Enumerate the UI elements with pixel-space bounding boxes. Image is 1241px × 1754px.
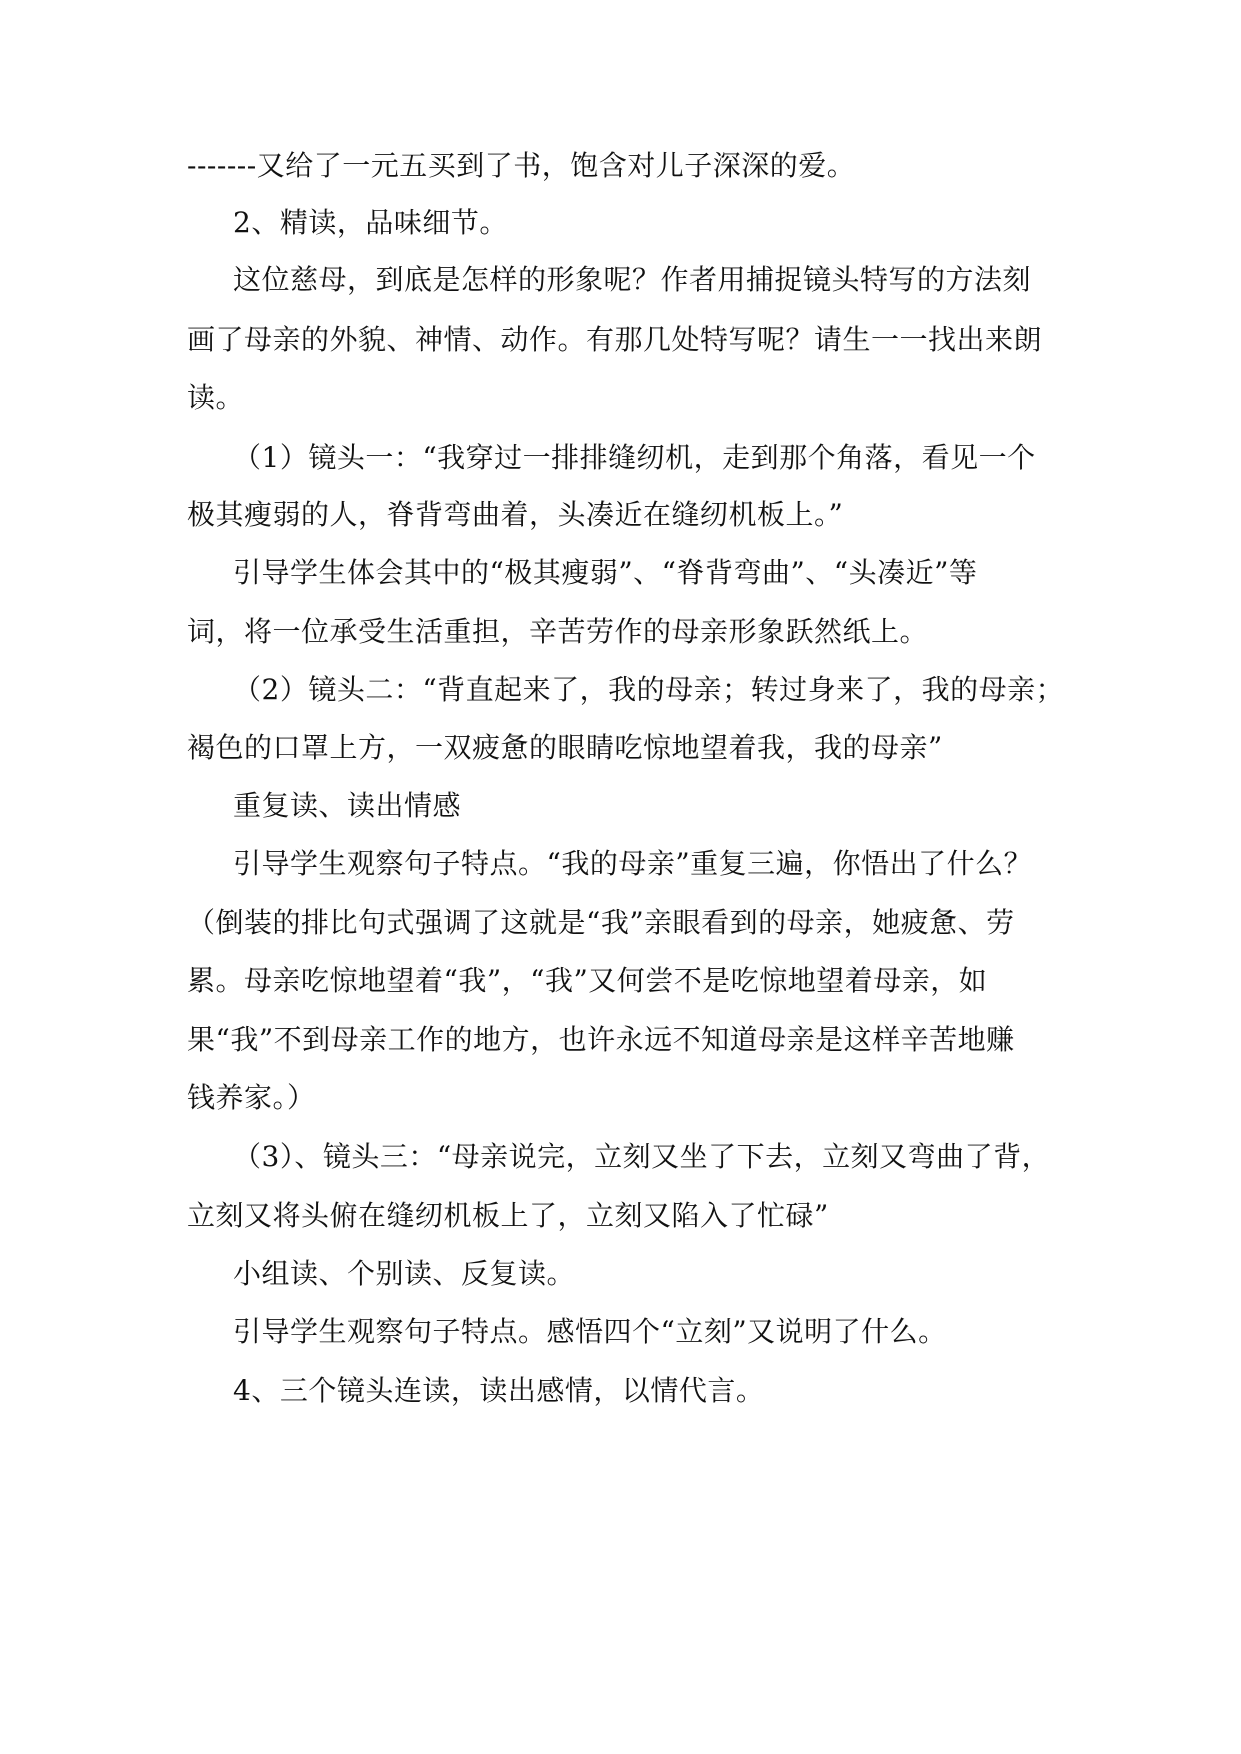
text-line: 引导学生观察句子特点。感悟四个“立刻”又说明了什么。 [233,1315,947,1348]
text-line: 画了母亲的外貌、神情、动作。有那几处特写呢？请生一一找出来朗 [187,323,1043,356]
text-line: 立刻又将头俯在缝纫机板上了，立刻又陷入了忙碌” [187,1199,829,1232]
text-line: （倒装的排比句式强调了这就是“我”亲眼看到的母亲，她疲惫、劳 [187,906,1015,939]
section-heading: 4、三个镜头连读，读出感情，以情代言。 [233,1374,765,1407]
text-line: 累。母亲吃惊地望着“我”，“我”又何尝不是吃惊地望着母亲，如 [187,964,988,997]
text-line: 引导学生体会其中的“极其瘦弱”、“脊背弯曲”、“头凑近”等 [233,556,978,589]
text-line: 这位慈母，到底是怎样的形象呢？作者用捕捉镜头特写的方法刻 [233,263,1032,296]
text-line: （1）镜头一：“我穿过一排排缝纫机，走到那个角落，看见一个 [233,441,1036,474]
text-line: 读。 [187,381,245,414]
section-heading: 2、精读，品味细节。 [233,206,508,239]
text-line: 引导学生观察句子特点。“我的母亲”重复三遍，你悟出了什么？ [233,847,1033,880]
text-line: 褐色的口罩上方，一双疲惫的眼睛吃惊地望着我，我的母亲” [187,731,943,764]
text-line: 钱养家。） [187,1081,316,1114]
text-line: （2）镜头二：“背直起来了，我的母亲；转过身来了，我的母亲； [233,673,1065,706]
text-line: 果“我”不到母亲工作的地方，也许永远不知道母亲是这样辛苦地赚 [187,1023,1015,1056]
text-line: 极其瘦弱的人，脊背弯曲着，头凑近在缝纫机板上。” [187,498,844,531]
text-line: -------又给了一元五买到了书，饱含对儿子深深的爱。 [187,149,856,182]
text-line: 词，将一位承受生活重担，辛苦劳作的母亲形象跃然纸上。 [187,615,929,648]
text-line: （3）、镜头三：“母亲说完，立刻又坐了下去，立刻又弯曲了背， [233,1140,1051,1173]
text-line: 小组读、个别读、反复读。 [233,1257,576,1290]
text-line: 重复读、读出情感 [233,789,462,822]
